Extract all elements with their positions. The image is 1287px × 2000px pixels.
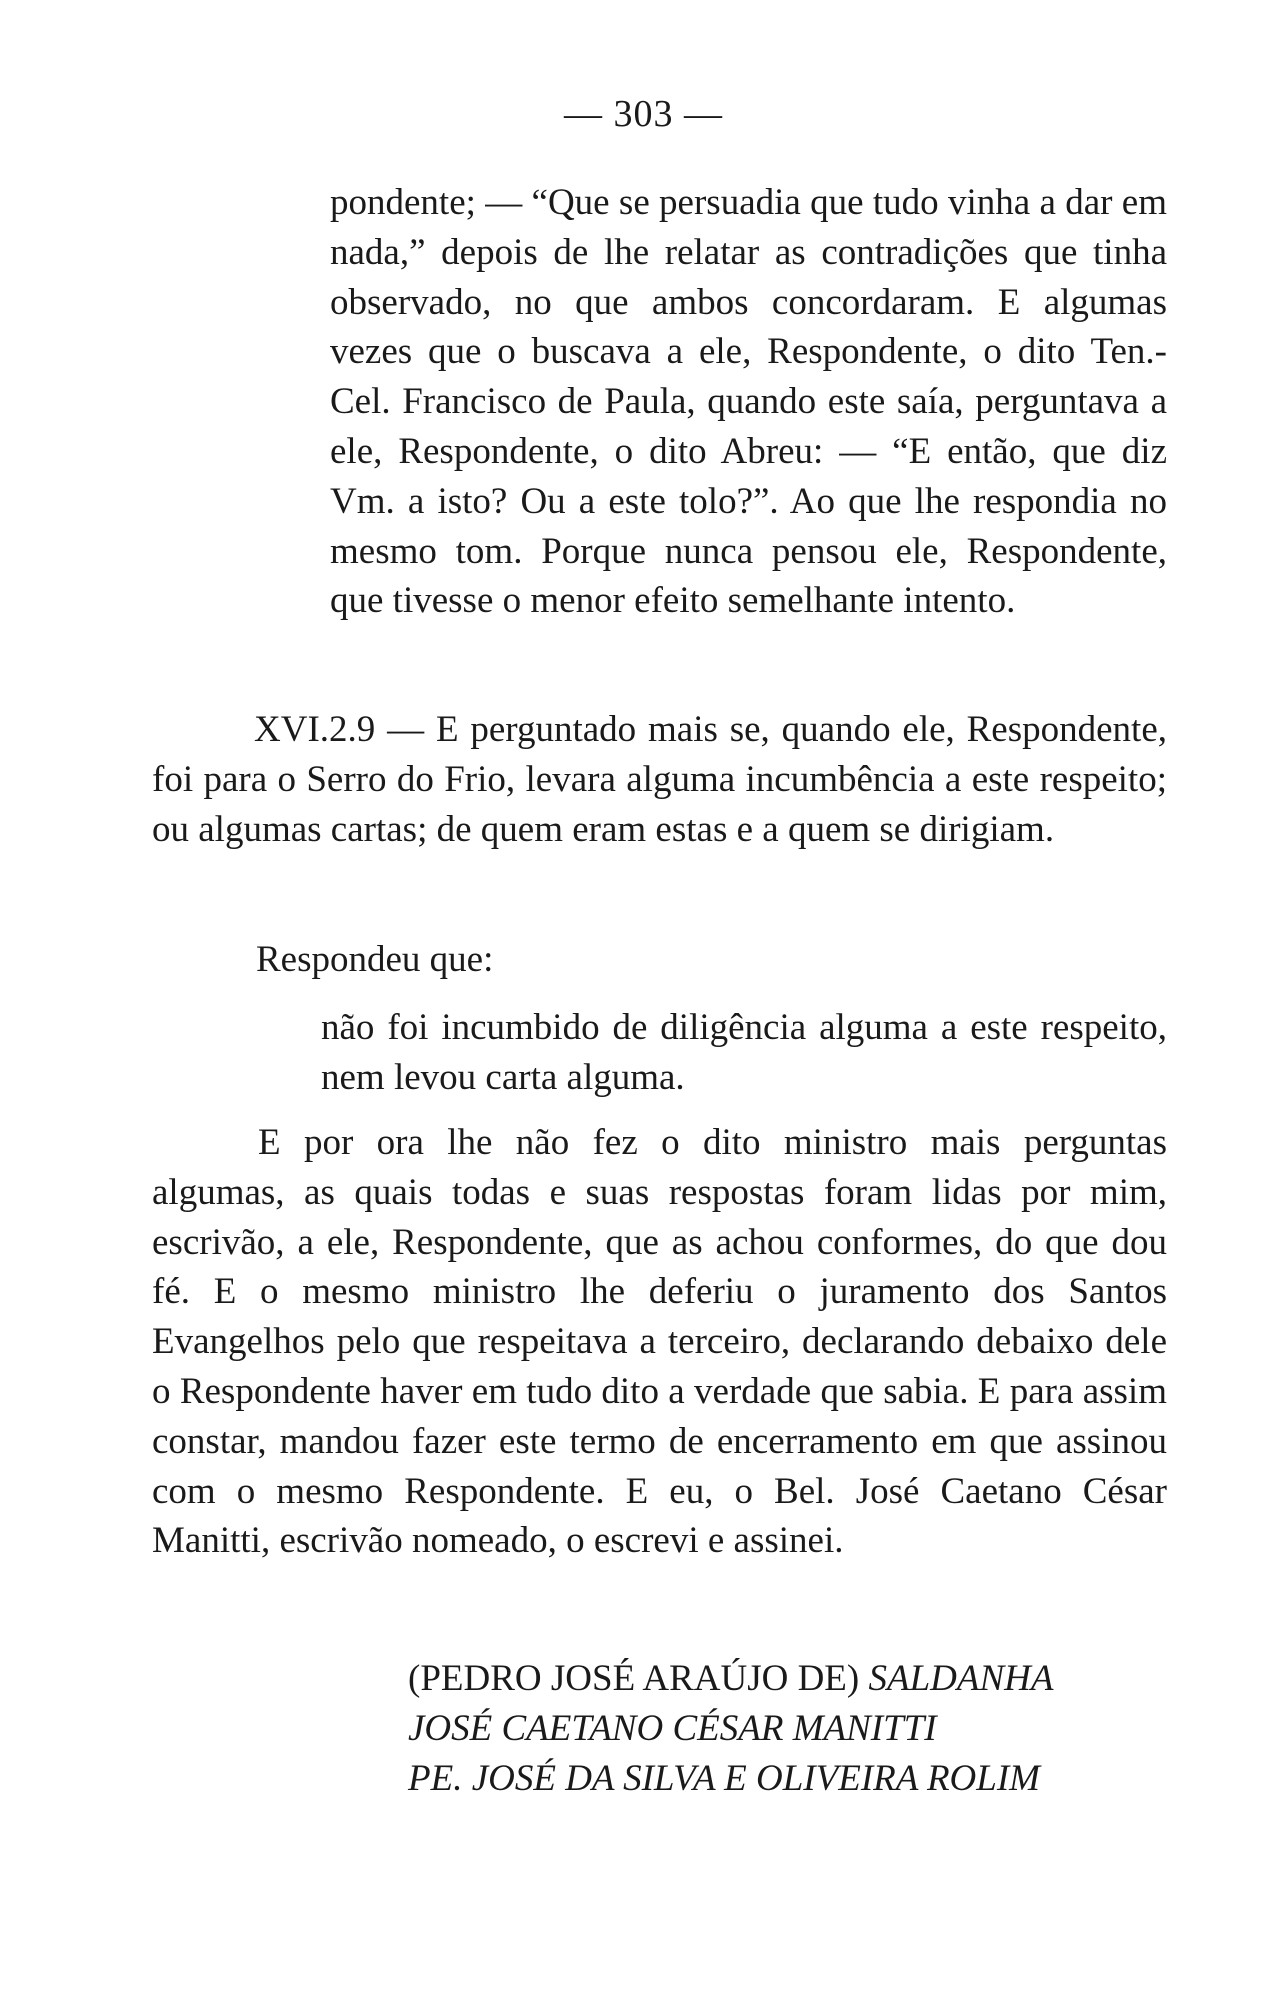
paragraph-question: XVI.2.9 — E perguntado mais se, quando ele, Respondente, foi para o Serro do Frio, levara alguma incumbência a este respeito; ou algumas cartas; de quem eram estas e a quem se dirigiam. bbox=[152, 709, 1167, 850]
paragraph-answer: não foi incumbido de diligência alguma a este respeito, nem levou carta alguma. bbox=[321, 1007, 1167, 1098]
signature-prefix: (PEDRO JOSÉ ARAÚJO DE) bbox=[408, 1658, 860, 1699]
signature-line-rolim: PE. JOSÉ DA SILVA E OLIVEIRA ROLIM bbox=[408, 1758, 1040, 1799]
paragraph-closing: E por ora lhe não fez o dito ministro mais perguntas algumas, as quais todas e suas respostas foram lidas por mim, escrivão, a ele, Respondente, que as achou conformes, do que dou fé. E o mesmo ministro lhe deferiu o juramento dos Santos Evangelhos pelo que respeitava a terceiro, declarando debaixo dele o Respondente haver em tudo dito a verdade que sabia. E para assim constar, mandou fazer este termo de encerramento em que assinou com o mesmo Respondente. E eu, o Bel. José Caetano César Manitti, escrivão nomeado, o escrevi e assinei. bbox=[152, 1122, 1167, 1562]
page-number: — 303 — bbox=[564, 93, 723, 135]
signature-line-saldanha bbox=[408, 1654, 1168, 1704]
signature-block bbox=[408, 1654, 1168, 1804]
signature-name: SALDANHA bbox=[868, 1658, 1054, 1699]
paragraph-continuation: pondente; — “Que se persuadia que tudo vinha a dar em nada,” depois de lhe relatar as contradições que tinha observado, no que ambos concordaram. E algumas vezes que o buscava a ele, Respondente, o dito Ten.-Cel. Francisco de Paula, quando este saía, perguntava a ele, Respondente, o dito Abreu: — “E então, que diz Vm. a isto? Ou a este tolo?”. Ao que lhe respondia no mesmo tom. Porque nunca pensou ele, Respondente, que tivesse o menor efeito semelhante intento. bbox=[330, 182, 1167, 622]
paragraph-answer-intro: Respondeu que: bbox=[256, 939, 494, 980]
signature-line-manitti: JOSÉ CAETANO CÉSAR MANITTI bbox=[408, 1708, 937, 1749]
